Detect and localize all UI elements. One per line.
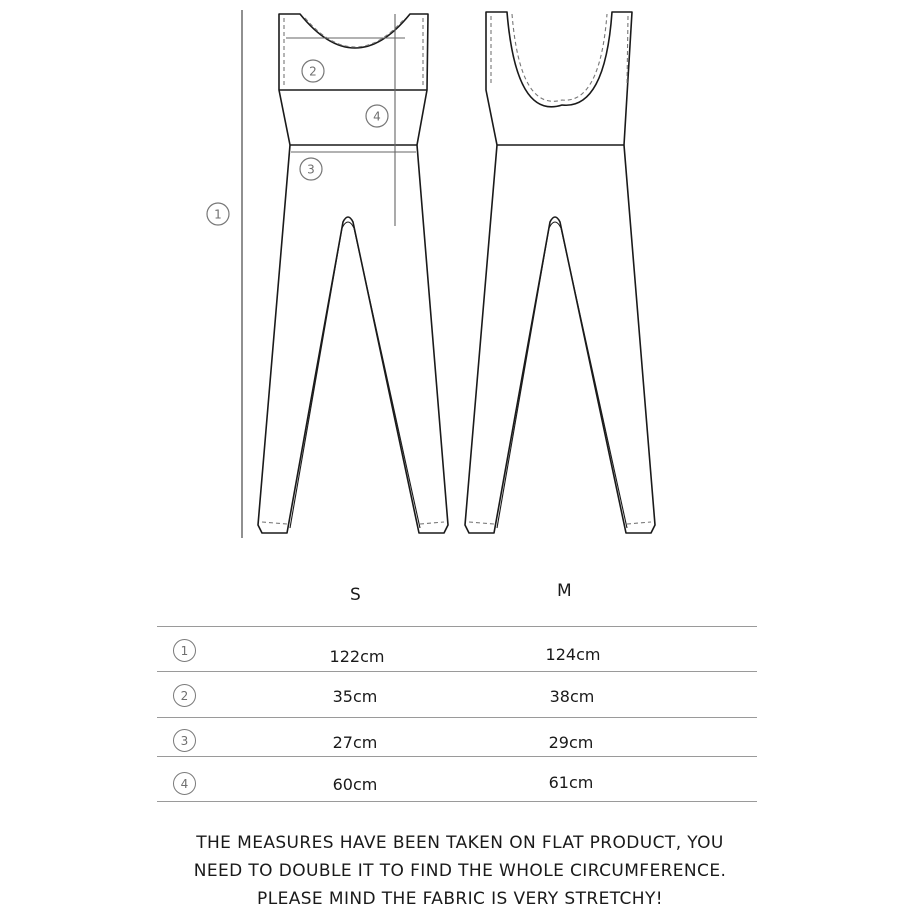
note-line: PLEASE MIND THE FABRIC IS VERY STRETCHY! (257, 889, 663, 909)
back-outline (465, 12, 655, 533)
front-inner-leg-stitch (290, 222, 420, 528)
marker-4 (366, 105, 388, 127)
note-line: NEED TO DOUBLE IT TO FIND THE WHOLE CIRCUMFERENCE. (193, 861, 727, 881)
row-marker: 4 (173, 772, 196, 795)
marker-1 (207, 203, 229, 225)
svg-text:4: 4 (373, 109, 381, 124)
svg-text:1: 1 (214, 207, 222, 222)
back-left-hem-stitch (469, 522, 494, 524)
row-marker: 1 (173, 639, 196, 662)
cell-m: 38cm (549, 687, 595, 706)
svg-text:2: 2 (309, 64, 317, 79)
cell-m: 61cm (548, 773, 594, 792)
front-neckline-stitch (305, 18, 405, 47)
size-header-s: S (350, 585, 362, 605)
back-view (465, 12, 655, 533)
svg-text:3: 3 (307, 162, 315, 177)
marker-2 (302, 60, 324, 82)
row-marker: 3 (173, 729, 196, 752)
row-marker: 2 (173, 684, 196, 707)
table-divider (157, 671, 757, 672)
table-divider (157, 626, 757, 627)
cell-m: 124cm (545, 645, 601, 664)
size-header-m: M (557, 581, 573, 601)
back-inner-leg-stitch (497, 222, 627, 528)
front-left-hem-stitch (262, 522, 287, 524)
table-divider (157, 801, 757, 802)
cell-s: 60cm (332, 775, 378, 794)
note-line: THE MEASURES HAVE BEEN TAKEN ON FLAT PRODUCT, YOU (196, 833, 724, 853)
table-divider (157, 756, 757, 757)
front-outline (258, 14, 448, 533)
back-right-hem-stitch (627, 522, 651, 524)
front-view (258, 14, 448, 533)
measurement-note (0, 829, 920, 913)
table-divider (157, 717, 757, 718)
cell-s: 35cm (332, 687, 378, 706)
front-right-hem-stitch (420, 522, 444, 524)
cell-s: 122cm (329, 647, 385, 666)
cell-s: 27cm (332, 733, 378, 752)
cell-m: 29cm (548, 733, 594, 752)
marker-3 (300, 158, 322, 180)
